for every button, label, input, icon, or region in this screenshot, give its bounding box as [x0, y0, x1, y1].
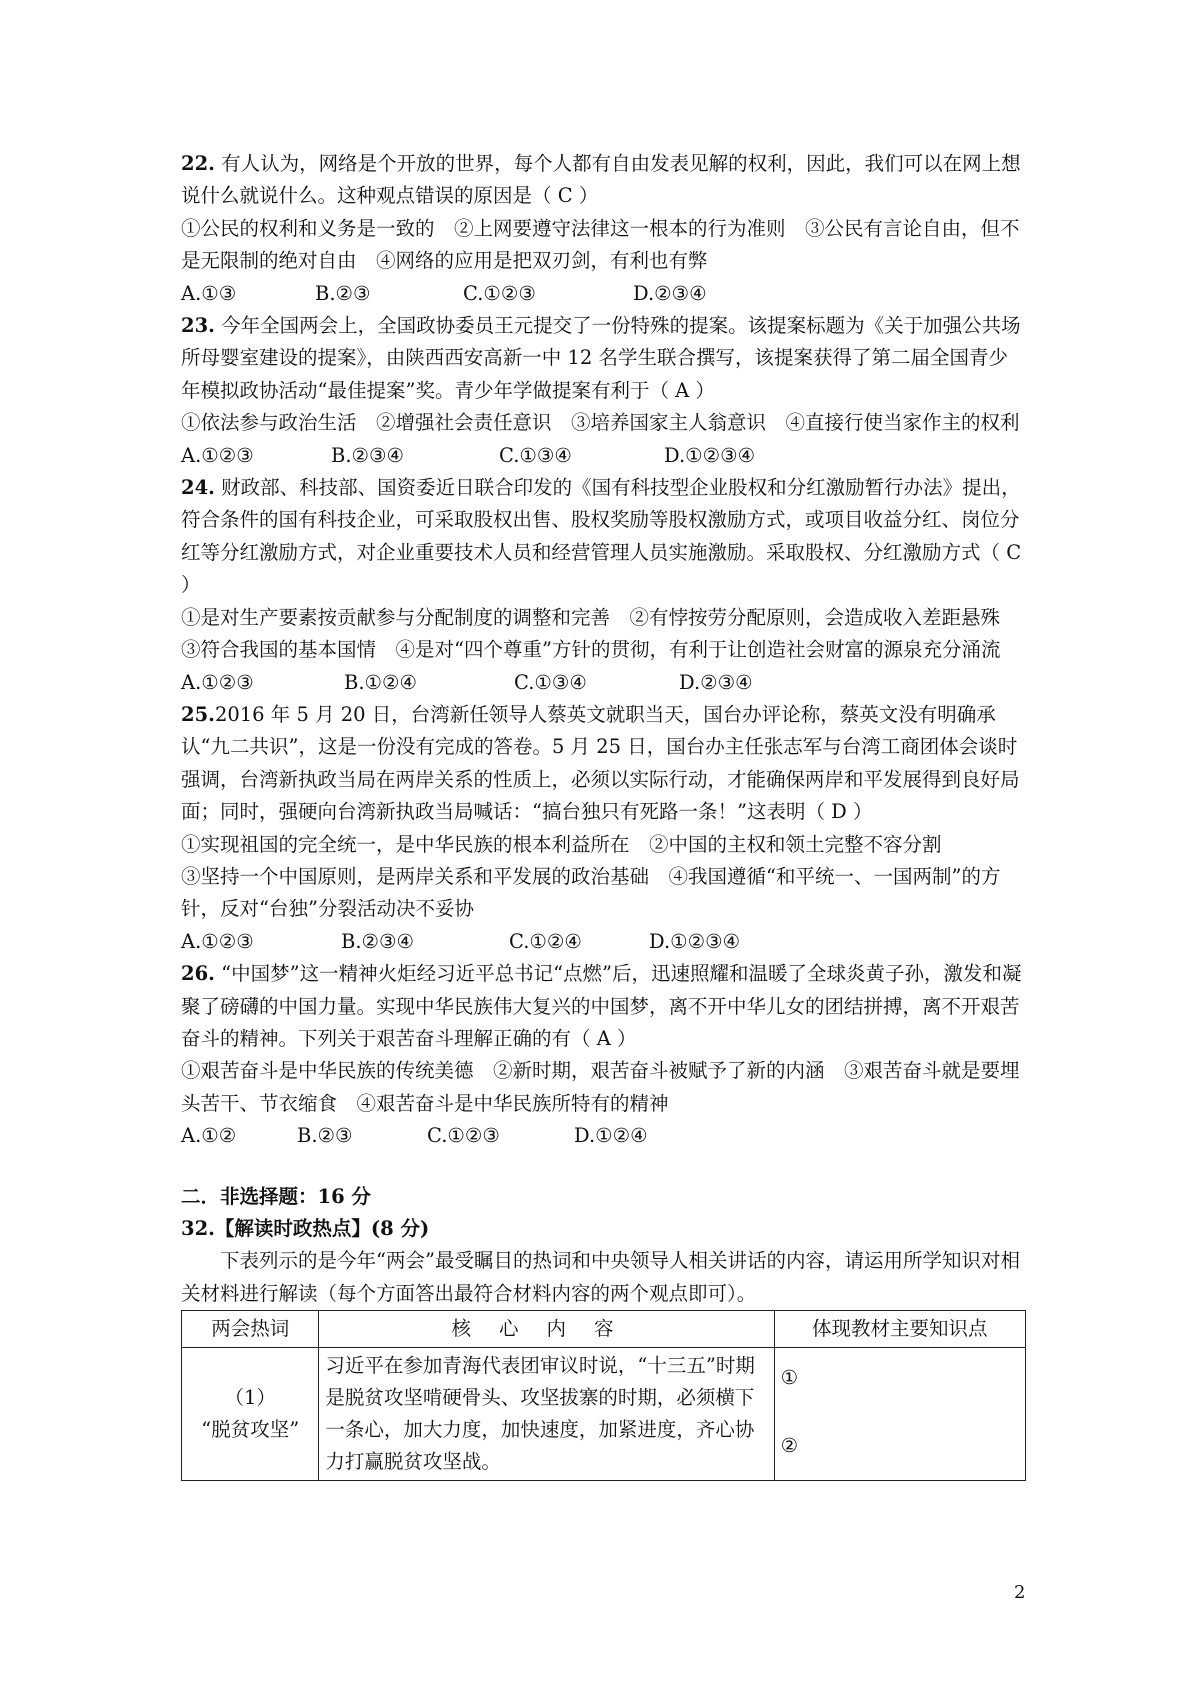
question-number: 25. — [181, 702, 215, 726]
answer-options — [181, 1120, 1026, 1152]
answer-options — [181, 926, 1026, 958]
question-statements: ①依法参与政治生活 ②增强社会责任意识 ③培养国家主人翁意识 ④直接行使当家作主的权利 — [181, 411, 1020, 435]
question-text: 有人认为，网络是个开放的世界，每个人都有自由发表见解的权利，因此，我们可以在网上想说什么就说什么。这种观点错误的原因是（ C ） — [181, 152, 1021, 208]
hotword-text: “脱贫攻坚” — [201, 1418, 300, 1442]
question-24 — [181, 472, 1026, 699]
table-row — [182, 1348, 1026, 1481]
section-title: 二．非选择题：16 分 — [181, 1184, 371, 1208]
question-stem — [181, 472, 1026, 602]
question-statements: ①艰苦奋斗是中华民族的传统美德 ②新时期，艰苦奋斗被赋予了新的内涵 ③艰苦奋斗就是要埋头苦干、节衣缩食 ④艰苦奋斗是中华民族所特有的精神 — [181, 1059, 1020, 1115]
option-b: B.②③④ — [331, 443, 404, 467]
option-b: B.②③ — [297, 1124, 353, 1148]
question-22 — [181, 148, 1026, 310]
option-a: A.①②③ — [181, 929, 254, 953]
question-text: 2016 年 5 月 20 日，台湾新任领导人蔡英文就职当天，国台办评论称，蔡英文没有明确承认“九二共识”，这是一份没有完成的答卷。5 月 25 日，国台办主任张志军与台湾工商团体会谈时强调，台湾新执政当局在两岸关系的性质上，必须以实际行动，才能确保两岸和平发展得到良好局面；同时，强硬向台湾新执政当局喊话：“搞台独只有死路一条！”这表明（ D ） — [181, 702, 1020, 824]
option-b: B.②③④ — [341, 929, 414, 953]
hotword-number: （1） — [224, 1386, 276, 1410]
question-statements: ①公民的权利和义务是一致的 ②上网要遵守法律这一根本的行为准则 ③公民有言论自由，但不是无限制的绝对自由 ④网络的应用是把双刃剑，有利也有弊 — [181, 216, 1020, 273]
option-a: A.①②③ — [181, 670, 254, 694]
answer-point-2: ② — [780, 1434, 799, 1458]
option-a: A.①② — [181, 1124, 237, 1148]
page-content — [181, 148, 1026, 1481]
question-32-intro: 下表列示的是今年“两会”最受瞩目的热词和中央领导人相关讲话的内容，请运用所学知识对相关材料进行解读（每个方面答出最符合材料内容的两个观点即可）。 — [181, 1249, 1020, 1305]
question-stem — [181, 310, 1026, 407]
question-23 — [181, 310, 1026, 472]
option-d: D.①②③④ — [664, 443, 756, 467]
question-stem — [181, 148, 1026, 213]
table-header-row — [182, 1311, 1026, 1348]
hotwords-table — [181, 1310, 1026, 1481]
answer-options — [181, 440, 1026, 472]
question-text: 财政部、科技部、国资委近日联合印发的《国有科技型企业股权和分红激励暂行办法》提出，符合条件的国有科技企业，可采取股权出售、股权奖励等股权激励方式，或项目收益分红、岗位分红等分红激励方式，对企业重要技术人员和经营管理人员实施激励。采取股权、分红激励方式（ C ） — [181, 476, 1022, 597]
question-number: 24. — [181, 476, 215, 500]
hotword-cell — [182, 1348, 319, 1481]
option-d: D.①②④ — [574, 1124, 648, 1148]
question-text: “中国梦”这一精神火炬经习近平总书记“点燃”后，迅速照耀和温暖了全球炎黄子孙，激发和凝聚了磅礴的中国力量。实现中华民族伟大复兴的中国梦，离不开中华儿女的团结拼搏，离不开艰苦奋斗的精神。下列关于艰苦奋斗理解正确的有（ A ） — [181, 962, 1022, 1050]
question-text: 今年全国两会上，全国政协委员王元提交了一份特殊的提案。该提案标题为《关于加强公共场所母婴室建设的提案》，由陕西西安高新一中 12 名学生联合撰写，该提案获得了第二届全国青少年模拟政协活动“最佳提案”奖。青少年学做提案有利于（ A ） — [181, 314, 1021, 402]
question-number: 23. — [181, 314, 215, 338]
option-d: D.①②③④ — [649, 929, 741, 953]
answer-options — [181, 667, 1026, 699]
page-number: 2 — [1014, 1582, 1026, 1603]
knowledge-points-cell — [774, 1348, 1025, 1481]
question-26 — [181, 958, 1026, 1152]
header-hotword: 两会热词 — [182, 1311, 319, 1348]
option-c: C.①②④ — [509, 929, 582, 953]
question-statements: ①是对生产要素按贡献参与分配制度的调整和完善 ②有悖按劳分配原则，会造成收入差距悬殊 ③符合我国的基本国情 ④是对“四个尊重”方针的贯彻，有利于让创造社会财富的源泉充分涌流 — [181, 605, 1020, 662]
question-number: 22. — [181, 152, 215, 175]
option-b: B.②③ — [315, 281, 371, 305]
option-a: A.①③ — [181, 281, 237, 305]
question-number: 26. — [181, 962, 215, 986]
option-c: C.①②③ — [463, 281, 536, 305]
option-c: C.①③④ — [499, 443, 572, 467]
option-d: D.②③④ — [679, 670, 753, 694]
question-stem — [181, 699, 1026, 829]
header-knowledge-points: 体现教材主要知识点 — [774, 1311, 1025, 1348]
question-32-title: 32.【解读时政热点】(8 分) — [181, 1217, 430, 1240]
option-a: A.①②③ — [181, 443, 254, 467]
question-25 — [181, 699, 1026, 958]
question-stem — [181, 958, 1026, 1055]
header-core-content: 核心内容 — [319, 1311, 774, 1348]
option-d: D.②③④ — [633, 281, 707, 305]
option-c: C.①②③ — [427, 1124, 500, 1148]
option-b: B.①②④ — [344, 670, 417, 694]
answer-options — [181, 278, 1026, 310]
answer-point-1: ① — [780, 1366, 799, 1390]
core-content-cell: 习近平在参加青海代表团审议时说，“十三五”时期是脱贫攻坚啃硬骨头、攻坚拔寨的时期，必须横下一条心，加大力度，加快速度，加紧进度，齐心协力打赢脱贫攻坚战。 — [319, 1348, 774, 1481]
question-statements: ①实现祖国的完全统一，是中华民族的根本利益所在 ②中国的主权和领土完整不容分割 ③坚持一个中国原则，是两岸关系和平发展的政治基础 ④我国遵循“和平统一、一国两制”的方针，反对“台独”分裂活动决不妥协 — [181, 832, 1001, 921]
option-c: C.①③④ — [514, 670, 587, 694]
